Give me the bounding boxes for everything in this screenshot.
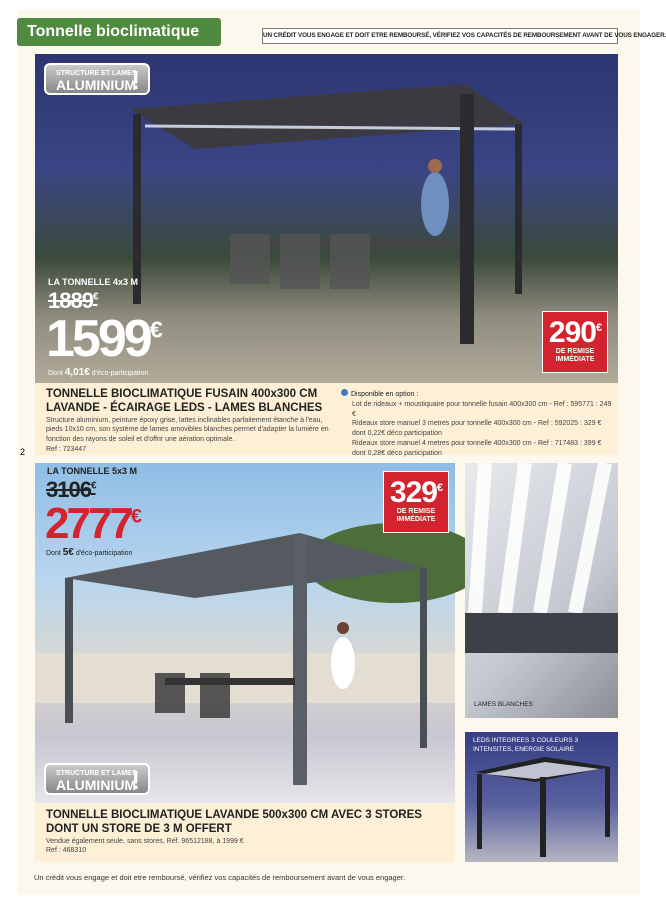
product2-title: TONNELLE BIOCLIMATIQUE LAVANDE 500x300 CM AVEC 3 STORES DONT UN STORE DE 3 M OFFERT — [46, 809, 422, 835]
badge-big-text: ALUMINIUM — [56, 77, 137, 93]
product1-title: TONNELLE BIOCLIMATIQUE FUSAIN 400x300 CM — [46, 388, 318, 400]
lames-photo — [465, 463, 618, 718]
product1-size: LA TONNELLE 4x3 M — [48, 277, 139, 287]
option-item: dont 0,22€ déco participation — [352, 430, 442, 438]
product2-old-price: 3106€ — [46, 477, 96, 502]
badge-small-text: STRUCTURE ET LAMES — [56, 770, 137, 777]
slats-illustration — [465, 463, 618, 718]
product2-size: LA TONNELLE 5x3 M — [47, 466, 138, 476]
aluminium-badge — [44, 763, 150, 795]
product1-old-price: 1889€ — [48, 288, 98, 313]
badge-big-text: ALUMINIUM — [56, 777, 137, 793]
page-number: 2 — [20, 447, 26, 457]
info-icon — [341, 389, 348, 396]
option-item: Lot de rideaux + moustiquaire pour tonnelle fusain 400x300 cm - Ref : 595771 : 249 € — [352, 400, 612, 418]
product1-text: Structure aluminium, peinture époxy grise, lattes inclinables parfaitement étanche à l'eau, pieds 10x10 cm, son système de lames amovibles blanches permet d'adapter la lumière en fonction des rayons de soleil et d'offrir une aération optimale. — [46, 416, 329, 444]
page-title: Tonnelle bioclimatique — [17, 18, 221, 46]
product2-description — [35, 803, 455, 862]
footer-disclaimer: Un crédit vous engage et doit etre remboursé, vérifiez vos capacités de remboursement avant de vous engager. — [34, 873, 406, 882]
leds-caption: LEDS INTEGREES 3 COULEURS 3 INTENSITES, ENERGIE SOLAIRE — [473, 737, 579, 753]
lames-caption: LAMES BLANCHES — [474, 701, 533, 708]
product1-ref: Ref : 723447 — [46, 445, 87, 453]
product1-description — [35, 383, 618, 455]
badge-exclamation: ! — [131, 65, 140, 95]
credit-disclaimer: UN CRÉDIT VOUS ENGAGE ET DOIT ETRE REMBOURSÉ, VÉRIFIEZ VOS CAPACITÉS DE REMBOURSEMENT AVANT DE VOUS ENGAGER. — [262, 28, 618, 44]
product2-ref: Ref : 468310 — [46, 847, 87, 855]
product2-price: 2777€ — [45, 499, 139, 548]
product1-subtitle: LAVANDE - ÉCAIRAGE LEDS - LAMES BLANCHES — [46, 401, 323, 414]
product2-note: Vendue également seule, sans stores, Réf. 96512188, à 1999 € — [46, 837, 244, 845]
option-item: dont 0,28€ déco participation — [352, 449, 442, 457]
aluminium-badge — [44, 63, 150, 95]
badge-exclamation: ! — [131, 765, 140, 795]
option-item: Rideaux store manuel 3 metres pour tonnelle 400x300 cm - Ref : 592025 : 329 € — [352, 420, 602, 428]
product1-discount-badge: 290€ DE REMISE IMMÉDIATE — [542, 311, 608, 373]
product1-eco: Dont 4,01€ d'éco-participation — [48, 367, 149, 378]
product2-eco: Dont 5€ d'éco-participation — [46, 547, 133, 558]
leds-photo — [465, 732, 618, 862]
product2-discount-badge: 329€ DE REMISE IMMÉDIATE — [383, 471, 449, 533]
options-title: Disponible en option : — [351, 391, 419, 398]
badge-small-text: STRUCTURE ET LAMES — [56, 70, 137, 77]
option-item: Rideaux store manuel 4 metres pour tonnelle 400x300 cm - Ref : 717483 : 399 € — [352, 439, 602, 447]
product1-price: 1599€ — [46, 310, 160, 368]
